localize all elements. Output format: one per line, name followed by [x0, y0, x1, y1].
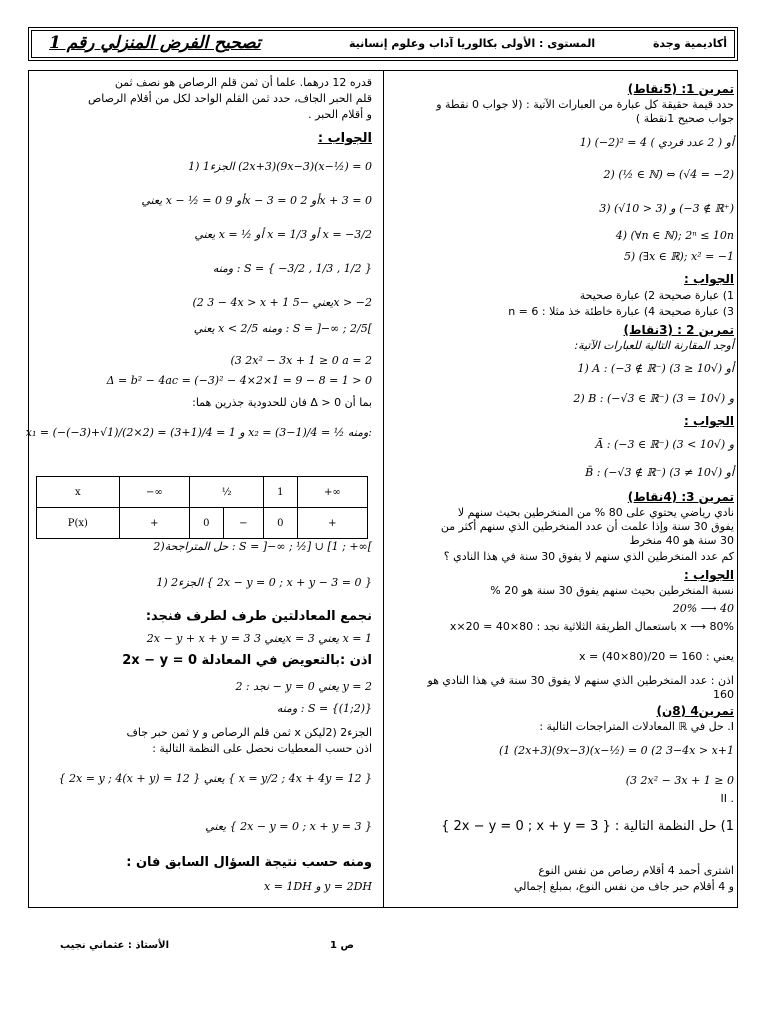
- ans3-line: اذن : عدد المنخرطين الذي سنهم لا يفوق 30 سنة في هذا النادي هو: [427, 674, 734, 687]
- left-intro-line: قدره 12 درهما. علما أن ثمن قلم الرصاص هو نصف ثمن: [114, 76, 372, 89]
- solution-line: { 2x = y ; 4(x + y) = 12 } يعني { x = y/2 ; 4x + 4y = 12 }: [58, 772, 372, 785]
- ex4-line: و 4 أقلام حبر جاف من نفس النوع، بمبلغ إجمالي: [514, 880, 734, 893]
- solution-line: 2)حل المتراجحة : S = ]−∞ ; ½] ∪ [1 ; +∞[: [153, 540, 372, 553]
- column-divider: [383, 70, 384, 908]
- part-1-heading: الجزء1 (1 (2x+3)(9x−3)(x−½) = 0: [188, 160, 372, 173]
- solution-line: ومنه : S = {(1;2)}: [276, 702, 372, 715]
- ex4-item: 1) حل النظمة التالية : { 2x − y = 0 ; x + y = 3 }: [441, 819, 734, 834]
- answer-2-title: الجواب :: [684, 414, 734, 428]
- table-cell: −: [223, 508, 264, 539]
- header-box: [28, 27, 738, 61]
- table-cell: P(x): [37, 508, 120, 539]
- table-cell: +: [297, 508, 367, 539]
- answer-1-title: الجواب :: [684, 272, 734, 286]
- academy-label: أكاديمية وجدة: [652, 37, 727, 50]
- ex3-line: نادي رياضي يحتوي على 80 % من المنخرطين بحيث سنهم لا: [457, 506, 734, 519]
- ans3-line: يعني : x = (40×80)/20 = 160: [579, 650, 734, 663]
- part-3-heading: الجزء2 (2ليكن x ثمن قلم الرصاص و y ثمن حبر جاف: [126, 726, 372, 739]
- ex1-item: 4) (∀n ∈ ℕ); 2ⁿ ≤ 10n: [615, 229, 734, 242]
- table-cell: 0: [264, 508, 297, 539]
- exercise-2-instruction: أوجد المقارنة التالية للعبارات الآتية:: [574, 339, 734, 352]
- exercise-4-title: تمرين4 (8ن): [656, 704, 734, 718]
- ex1-item: 3) (√10 > 3) و (−3 ∉ ℝ⁺): [599, 202, 734, 215]
- level-label: المستوى : الأولى بكالوريا آداب وعلوم إنسانية: [349, 37, 596, 50]
- answer-1-line: 3) عبارة صحيحة 4) عبارة خاطئة خذ مثلا : n = 6: [508, 305, 734, 318]
- solution-line: Δ = b² − 4ac = (−3)² − 4×2×1 = 9 − 8 = 1 > 0: [106, 374, 372, 387]
- solution-line: (3 2x² − 3x + 1 ≥ 0 a = 2: [230, 354, 372, 367]
- exercise-3-title: تمرين 3: (4نقاط): [627, 490, 734, 504]
- answer-1-line: 1) عبارة صحيحة 2) عبارة صحيحة: [579, 289, 734, 302]
- ex2-item-a: 1) A : (−3 ∉ ℝ⁻) أو (√10 ≤ 3): [577, 362, 734, 375]
- solution-line: اذن حسب المعطيات نحصل على النظمة التالية :: [152, 742, 372, 755]
- left-intro-line: و أقلام الحبر .: [308, 108, 372, 121]
- table-cell: 0: [190, 508, 223, 539]
- answer-title: الجواب :: [317, 131, 372, 146]
- solution-line: x₁ = (−(−3)+√1)/(2×2) = (3+1)/4 = 1 و x₂ = (3−1)/4 = ½ ومنه:: [25, 426, 372, 439]
- table-cell: +∞: [297, 477, 367, 508]
- answer-3-title: الجواب :: [684, 568, 734, 582]
- solution-line: 2x − y + x + y = 3 يعني 3x = 3 يعني x = 1: [146, 632, 372, 645]
- exercise-2-title: تمرين 2 : (3نقاط): [623, 323, 734, 337]
- exercise-1-title: تمرين 1: (5نقاط): [627, 82, 734, 96]
- solution-line: ومنه : S = { −3/2 , 1/3 , 1/2 }: [212, 262, 372, 275]
- solution-line: اذن :بالتعويض في المعادلة 2x − y = 0: [122, 653, 372, 668]
- ans2-item-b: B̄ : (−√3 ∉ ℝ⁻) أو (√10 ≠ 3): [585, 466, 734, 479]
- ans3-line: 20% ⟶ 40: [672, 602, 734, 615]
- teacher-name: الأستاذ : عثماني نجيب: [60, 940, 169, 951]
- ex3-line: كم عدد المنخرطين الذي سنهم لا يفوق 30 سنة في هذا النادي ؟: [443, 550, 734, 563]
- page-title: تصحيح الفرض المنزلي رقم 1: [49, 33, 261, 53]
- exercise-1-instruction: حدد قيمة حقيقة كل عبارة من العبارات الآتية : (لا جواب 0 نقطة و: [436, 98, 734, 111]
- ex4-line: اشترى أحمد 4 أقلام رصاص من نفس النوع: [538, 864, 734, 877]
- ex4-part-I: I. حل في ℝ المعادلات المتراجحات التالية :: [539, 720, 734, 733]
- sign-table: [36, 476, 368, 539]
- ex3-line: يفوق 30 سنة وإذا علمت أن عدد المنخرطين الذي سنهم أكثر من: [440, 520, 734, 533]
- exercise-1-instruction-2: جواب صحيح 1نقطة ): [635, 112, 734, 125]
- sign-table-row: [37, 508, 368, 539]
- ans3-line: 160: [713, 688, 734, 701]
- solution-line: يعني x − ½ = 0 أو 9x − 3 = 0 أو 2x + 3 = 0: [141, 194, 372, 207]
- solution-line: ومنه حسب نتيجة السؤال السابق فان :: [126, 855, 372, 870]
- table-cell: x: [37, 477, 120, 508]
- solution-line: يعني x = ½ أو x = 1/3 أو x = −3/2: [194, 228, 372, 241]
- ex4-part-II: . II: [720, 792, 734, 805]
- part-2-heading: الجزء2 (1 { 2x − y = 0 ; x + y − 3 = 0 }: [156, 576, 372, 589]
- table-cell: −∞: [119, 477, 189, 508]
- ex4-item: (3 2x² − 3x + 1 ≥ 0: [625, 774, 734, 787]
- ex3-line: 30 سنة هو 40 منخرط: [629, 534, 734, 547]
- table-cell: ½: [190, 477, 264, 508]
- ex2-item-b: 2) B : (−√3 ∈ ℝ⁻) و (√10 = 3): [573, 392, 734, 405]
- table-cell: 1: [264, 477, 297, 508]
- ex1-item: 1) (−2)² = 4 أو ( 2 عدد فردي ): [579, 136, 734, 149]
- ex4-item: (1 (2x+3)(9x−3)(x−½) = 0 (2 3−4x > x+1: [499, 744, 734, 757]
- ans3-line: x ⟶ 80% باستعمال الطريقة الثلاثية نجد : x×20 = 40×80: [449, 620, 734, 633]
- table-cell: +: [119, 508, 189, 539]
- solution-line: x = 1DH و y = 2DH: [264, 880, 372, 893]
- solution-line: (2 3 − 4x > x + 1 يعني −5x > −2: [192, 296, 372, 309]
- solution-line: بما أن Δ > 0 فان للحدودية جذرين هما:: [192, 396, 372, 409]
- ans2-item-a: Ā : (−3 ∈ ℝ⁻) و (√10 > 3): [595, 438, 734, 451]
- page-number: ص 1: [330, 940, 354, 951]
- ans3-line: نسبة المنخرطين بحيث سنهم يفوق 30 سنة هو 20 %: [490, 584, 734, 597]
- ex1-item: 5) (∃x ∈ ℝ); x² = −1: [623, 250, 734, 263]
- solution-line: نجد : 2 − y = 0 يعني y = 2: [235, 680, 372, 693]
- left-intro-line: قلم الحبر الجاف، حدد ثمن القلم الواحد لكل من أقلام الرصاص: [88, 92, 372, 105]
- solution-line: نجمع المعادلتين طرف لطرف فنجد:: [145, 609, 372, 624]
- solution-line: يعني x < 2/5 ومنه : S = ]−∞ ; 2/5[: [193, 322, 372, 335]
- solution-line: يعني { 2x − y = 0 ; x + y = 3 }: [205, 820, 372, 833]
- ex1-item: 2) (½ ∈ ℕ) ⇔ (√4 = −2): [603, 168, 734, 181]
- sign-table-row: [37, 477, 368, 508]
